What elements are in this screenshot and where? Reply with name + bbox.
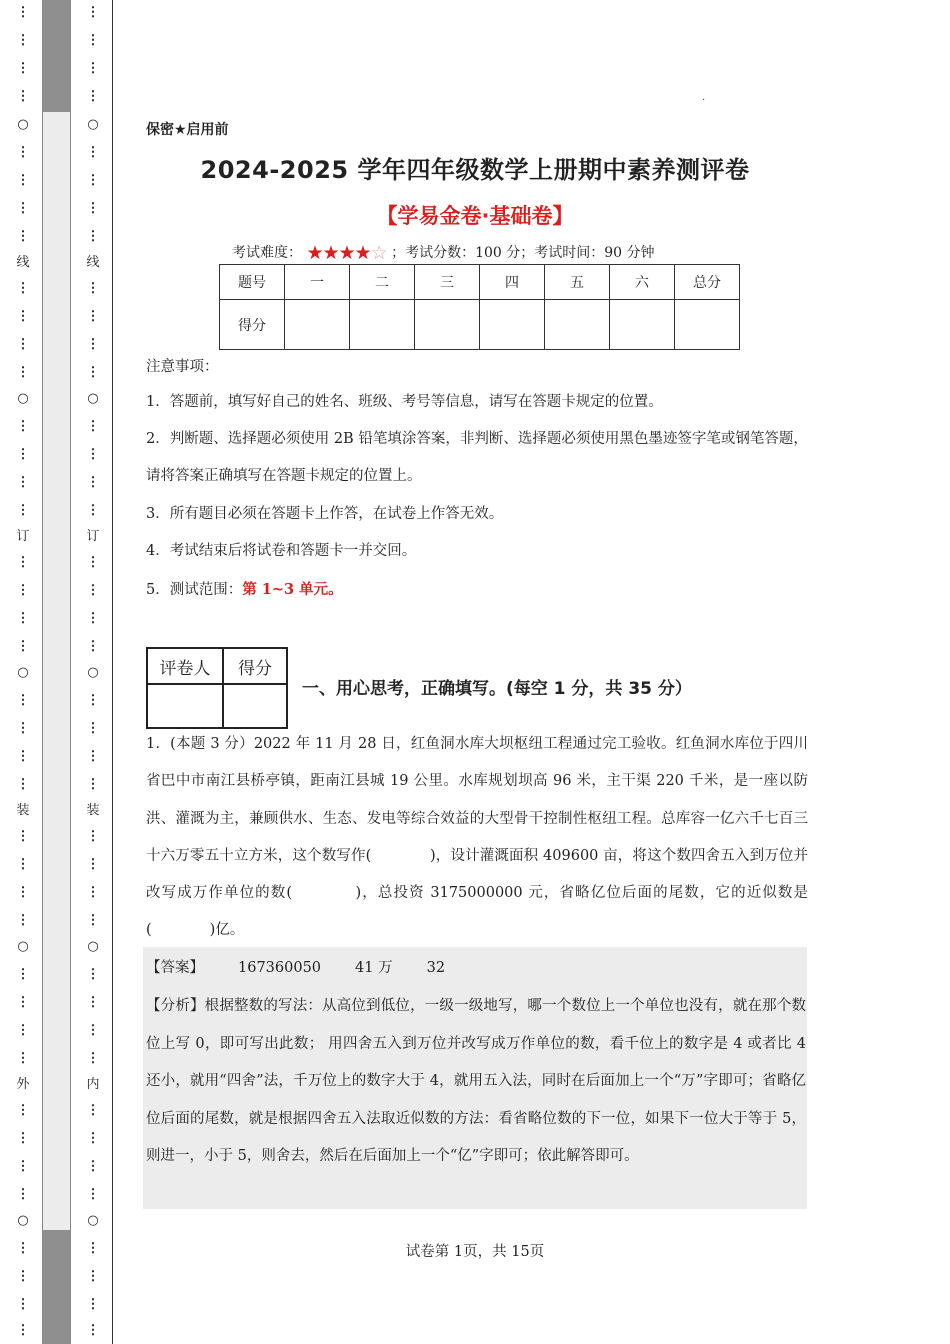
- dots: ⋮: [16, 1051, 30, 1066]
- circle-mark: ○: [17, 117, 29, 132]
- notes-title: 注意事项：: [146, 359, 219, 375]
- exam-meta: [232, 242, 655, 264]
- dots: ⋮: [16, 309, 30, 324]
- binding-label-zhuang: 装: [16, 803, 30, 818]
- note-item: 3．所有题目必须在答题卡上作答，在试卷上作答无效。: [146, 506, 504, 522]
- dots: ⋮: [16, 1159, 30, 1174]
- answer-value: 167360050: [238, 960, 322, 976]
- dots: ⋮: [86, 1297, 100, 1312]
- dots: ⋮: [86, 639, 100, 654]
- dots: ⋮: [16, 583, 30, 598]
- difficulty-stars: [306, 242, 386, 264]
- score-cell[interactable]: [675, 300, 740, 350]
- note-range-value: 第 1~3 单元。: [242, 581, 343, 598]
- note-range-prefix: 5．测试范围：: [146, 582, 243, 598]
- dots: ⋮: [86, 503, 100, 518]
- dots: ⋮: [16, 885, 30, 900]
- score-table: [219, 264, 740, 350]
- dots: ⋮: [86, 995, 100, 1010]
- score-table-score-row: [220, 300, 740, 350]
- grader-reviewer-label: 评卷人: [147, 648, 223, 684]
- answer-label: 【答案】: [146, 960, 204, 976]
- dots: ⋮: [86, 583, 100, 598]
- dots: ⋮: [16, 61, 30, 76]
- dots: ⋮: [86, 967, 100, 982]
- dots: ⋮: [16, 365, 30, 380]
- score-table-header: 三: [415, 265, 480, 300]
- analysis-text: 【分析】根据整数的写法：从高位到低位，一级一级地写，哪一个数位上一个单位也没有，就在那个数位上写 0，即可写出此数； 用四舍五入到万位并改写成万作单位的数，看千位上的数字是 4 或者比 4 还小，就用“四舍”法，千万位上的数字大于 4，就用五入法，同时在后面加上一个“万”字即可；省略亿位后面的尾数，就是根据四舍五入法取近似数的方法：看省略位数的下一位，如果下一位大于等于 5，则进一，小于 5，则舍去，然后在后面加上一个“亿”字即可；依此解答即可。: [146, 998, 806, 1164]
- dots: ⋮: [16, 1241, 30, 1256]
- dots: ⋮: [86, 1269, 100, 1284]
- page-mark: .: [702, 92, 706, 103]
- dots: ⋮: [86, 885, 100, 900]
- dots: ⋮: [16, 693, 30, 708]
- dots: ⋮: [16, 503, 30, 518]
- dots: ⋮: [16, 913, 30, 928]
- dots: ⋮: [16, 1297, 30, 1312]
- binding-label-xian: 线: [86, 255, 100, 270]
- dots: ⋮: [16, 173, 30, 188]
- dots: ⋮: [86, 173, 100, 188]
- dots: ⋮: [86, 201, 100, 216]
- dots: ⋮: [16, 857, 30, 872]
- dots: ⋮: [86, 447, 100, 462]
- question-1-text: 1．(本题 3 分）2022 年 11 月 28 日，红鱼洞水库大坝枢纽工程通过完工验收。红鱼洞水库位于四川省巴中市南江县桥亭镇，距南江县城 19 公里。水库规划坝高 96 米，主干渠 220 千米，是一座以防洪、灌溉为主，兼顾供水、生态、发电等综合效益的大型骨干控制性枢纽工程。总库容一亿六千七百三十六万零五十立方米，这个数写作( )，设计灌溉面积 409600 亩，将这个数四舍五入到万位并改写成万作单位的数( )，总投资 3175000000 元，省略亿位后面的尾数，它的近似数是( )亿。: [146, 736, 808, 939]
- dots: ⋮: [86, 777, 100, 792]
- circle-mark: ○: [87, 391, 99, 406]
- dots: ⋮: [16, 1131, 30, 1146]
- circle-mark: ○: [17, 1213, 29, 1228]
- grader-score-cell[interactable]: [223, 684, 287, 728]
- dots: ⋮: [16, 1023, 30, 1038]
- exam-meta-rest: ；考试分数：100 分；考试时间：90 分钟: [391, 245, 655, 261]
- dots: ⋮: [86, 89, 100, 104]
- dots: ⋮: [16, 419, 30, 434]
- dots: ⋮: [86, 555, 100, 570]
- note-item: 2．判断题、选择题必须使用 2B 铅笔填涂答案，非判断、选择题必须使用黑色墨迹签字笔或钢笔答题，请将答案正确填写在答题卡规定的位置上。: [146, 431, 808, 484]
- dots: ⋮: [16, 1269, 30, 1284]
- dots: ⋮: [16, 639, 30, 654]
- dots: ⋮: [86, 475, 100, 490]
- dots: ⋮: [16, 475, 30, 490]
- dots: ⋮: [16, 229, 30, 244]
- page-footer: 试卷第 1页，共 15页: [405, 1244, 545, 1260]
- score-cell[interactable]: [610, 300, 675, 350]
- answer-value: 41 万: [355, 960, 393, 976]
- dots: ⋮: [86, 1187, 100, 1202]
- score-cell[interactable]: [480, 300, 545, 350]
- grader-table: [146, 647, 288, 729]
- section-heading: 一、用心思考，正确填写。(每空 1 分，共 35 分）: [302, 679, 692, 699]
- dots: ⋮: [86, 309, 100, 324]
- binding-label-nei: 内: [86, 1077, 100, 1092]
- score-table-header-row: [220, 265, 740, 300]
- dots: ⋮: [86, 33, 100, 48]
- dots: ⋮: [16, 5, 30, 20]
- binding-label-ding: 订: [16, 529, 30, 544]
- dots: ⋮: [16, 777, 30, 792]
- dots: ⋮: [86, 5, 100, 20]
- score-cell[interactable]: [545, 300, 610, 350]
- dots: ⋮: [16, 611, 30, 626]
- dots: ⋮: [16, 721, 30, 736]
- star-full-icon: ★★★★: [306, 242, 371, 264]
- dots: ⋮: [86, 61, 100, 76]
- gutter-dark-block-top: [43, 0, 70, 112]
- exam-subtitle: 【学易金卷·基础卷】: [376, 204, 574, 228]
- grader-score-label: 得分: [223, 648, 287, 684]
- dots: ⋮: [16, 337, 30, 352]
- circle-mark: ○: [87, 1213, 99, 1228]
- binding-label-wai: 外: [16, 1077, 30, 1092]
- dots: ⋮: [86, 749, 100, 764]
- score-cell[interactable]: [285, 300, 350, 350]
- dots: ⋮: [16, 145, 30, 160]
- dots: ⋮: [86, 829, 100, 844]
- score-cell[interactable]: [350, 300, 415, 350]
- score-row-label: 得分: [220, 300, 285, 350]
- circle-mark: ○: [17, 665, 29, 680]
- dots: ⋮: [86, 1241, 100, 1256]
- dots: ⋮: [16, 33, 30, 48]
- binding-label-ding: 订: [86, 529, 100, 544]
- dots: ⋮: [86, 857, 100, 872]
- answer-value: 32: [426, 960, 446, 976]
- dots: ⋮: [16, 201, 30, 216]
- dots: ⋮: [16, 1103, 30, 1118]
- score-table-header: 六: [610, 265, 675, 300]
- score-table-header: 总分: [675, 265, 740, 300]
- score-table-header: 一: [285, 265, 350, 300]
- dots: ⋮: [16, 281, 30, 296]
- circle-mark: ○: [87, 117, 99, 132]
- note-item: [146, 571, 808, 609]
- note-item: 1．答题前，填写好自己的姓名、班级、考号等信息，请写在答题卡规定的位置。: [146, 394, 663, 410]
- dots: ⋮: [86, 281, 100, 296]
- grader-input-row: [147, 684, 287, 728]
- dots: ⋮: [86, 365, 100, 380]
- score-table-header: 题号: [220, 265, 285, 300]
- dots: ⋮: [86, 721, 100, 736]
- difficulty-label: 考试难度：: [232, 245, 302, 261]
- binding-label-zhuang: 装: [86, 803, 100, 818]
- dots: ⋮: [16, 967, 30, 982]
- dots: ⋮: [86, 145, 100, 160]
- note-item: 4．考试结束后将试卷和答题卡一并交回。: [146, 543, 417, 559]
- confidential-label: 保密★启用前: [146, 122, 229, 138]
- score-table-header: 二: [350, 265, 415, 300]
- circle-mark: ○: [17, 391, 29, 406]
- dots: ⋮: [86, 611, 100, 626]
- exam-title: 2024-2025 学年四年级数学上册期中素养测评卷: [200, 156, 750, 184]
- dots: ⋮: [86, 1159, 100, 1174]
- dots: ⋮: [86, 337, 100, 352]
- dots: ⋮: [16, 749, 30, 764]
- dots: ⋮: [16, 829, 30, 844]
- dots: ⋮: [86, 913, 100, 928]
- star-empty-icon: ☆: [370, 242, 387, 264]
- dots: ⋮: [86, 1023, 100, 1038]
- score-table-header: 四: [480, 265, 545, 300]
- circle-mark: ○: [87, 665, 99, 680]
- dots: ⋮: [86, 1323, 100, 1338]
- dots: ⋮: [86, 419, 100, 434]
- dots: ⋮: [16, 447, 30, 462]
- dots: ⋮: [86, 229, 100, 244]
- circle-mark: ○: [87, 939, 99, 954]
- score-cell[interactable]: [415, 300, 480, 350]
- answer-line: [146, 954, 445, 982]
- grader-reviewer-cell[interactable]: [147, 684, 223, 728]
- dots: ⋮: [86, 1131, 100, 1146]
- dots: ⋮: [86, 693, 100, 708]
- grader-header-row: [147, 648, 287, 684]
- dots: ⋮: [86, 1051, 100, 1066]
- dots: ⋮: [16, 1187, 30, 1202]
- binding-label-xian: 线: [16, 255, 30, 270]
- dots: ⋮: [16, 995, 30, 1010]
- dots: ⋮: [16, 89, 30, 104]
- dots: ⋮: [16, 555, 30, 570]
- dots: ⋮: [86, 1103, 100, 1118]
- dots: ⋮: [16, 1323, 30, 1338]
- circle-mark: ○: [17, 939, 29, 954]
- score-table-header: 五: [545, 265, 610, 300]
